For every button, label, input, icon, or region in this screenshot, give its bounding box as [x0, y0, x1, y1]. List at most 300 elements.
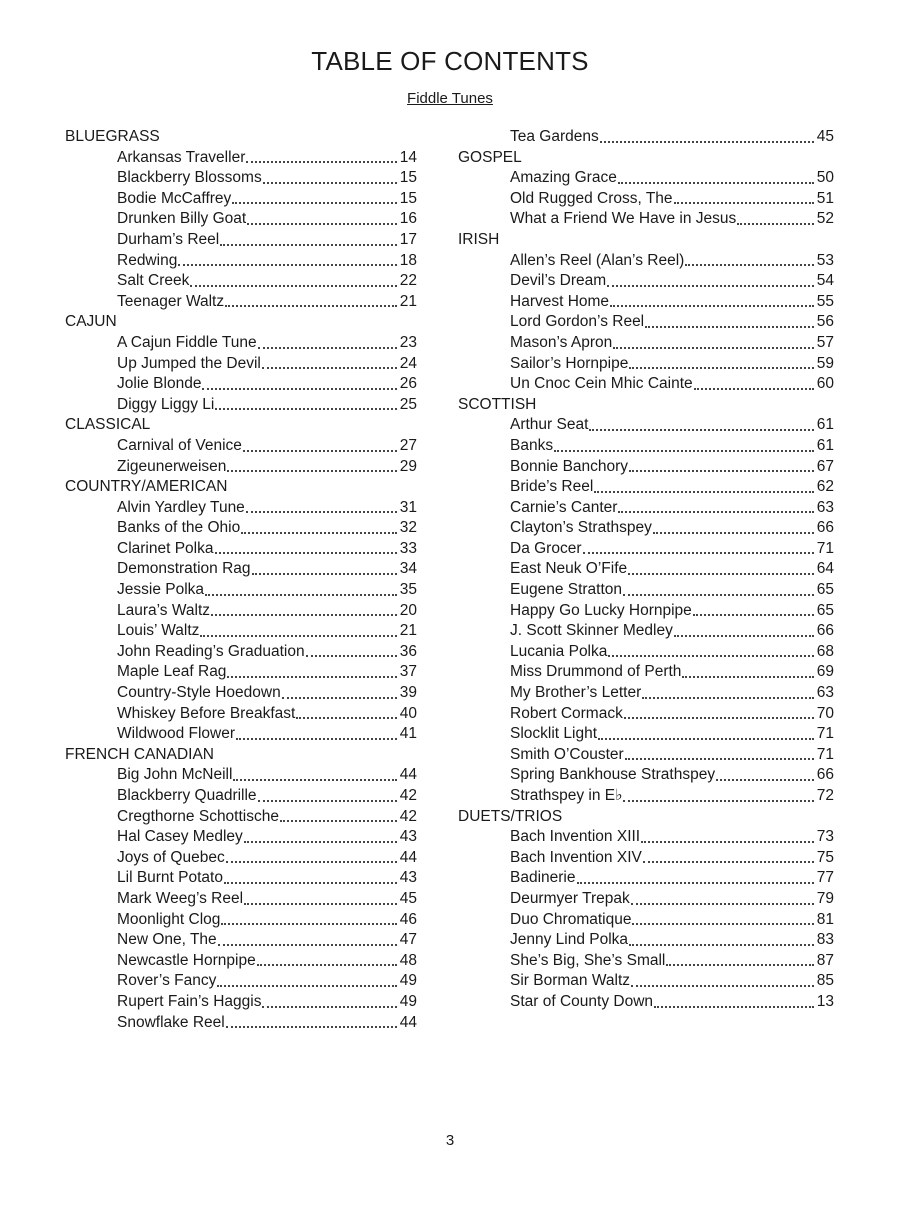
toc-entry-page: 53: [816, 251, 834, 269]
dot-leader: [220, 243, 397, 246]
toc-entry: [458, 765, 834, 786]
toc-entry: [458, 415, 834, 436]
toc-category-heading: DUETS/TRIOS: [458, 807, 563, 825]
toc-entry: [458, 642, 834, 663]
toc-entry: [458, 498, 834, 519]
toc-entry: [65, 354, 417, 375]
dot-leader: [641, 840, 814, 843]
dot-leader: [674, 201, 814, 204]
toc-entry: [65, 889, 417, 910]
dot-leader: [682, 675, 813, 678]
dot-leader: [306, 654, 397, 657]
toc-entry-title: Lucania Polka: [510, 642, 608, 660]
toc-entry-page: 87: [816, 951, 834, 969]
toc-entry-page: 44: [399, 848, 417, 866]
toc-entry-page: 57: [816, 333, 834, 351]
toc-entry: [458, 436, 834, 457]
toc-entry-page: 26: [399, 375, 417, 393]
toc-entry-page: 17: [399, 230, 417, 248]
toc-entry-page: 24: [399, 354, 417, 372]
toc-entry-title: Deurmyer Trepak: [510, 889, 630, 907]
toc-entry-page: 60: [816, 375, 834, 393]
toc-entry: [65, 292, 417, 313]
toc-entry-title: John Reading’s Graduation: [117, 642, 305, 660]
toc-entry: [458, 189, 834, 210]
toc-entry-page: 61: [816, 416, 834, 434]
toc-entry: [65, 848, 417, 869]
toc-entry: [458, 209, 834, 230]
toc-entry-page: 75: [816, 848, 834, 866]
toc-entry: [65, 807, 417, 828]
toc-entry-page: 45: [816, 128, 834, 145]
toc-entry-page: 63: [816, 684, 834, 702]
dot-leader: [642, 696, 814, 699]
dot-leader: [610, 304, 814, 307]
toc-entry: [65, 189, 417, 210]
dot-leader: [554, 449, 814, 452]
dot-leader: [618, 510, 813, 513]
toc-entry: [65, 765, 417, 786]
toc-entry-title: Badinerie: [510, 869, 576, 887]
toc-right-column: [458, 127, 834, 1013]
toc-entry-title: Laura’s Waltz: [117, 601, 211, 619]
toc-entry: [458, 374, 834, 395]
page-title: TABLE OF CONTENTS: [311, 46, 589, 76]
toc-entry: [458, 889, 834, 910]
toc-entry: [65, 601, 417, 622]
toc-entry: [65, 827, 417, 848]
toc-entry-page: 14: [399, 148, 417, 166]
toc-entry-page: 81: [816, 910, 834, 928]
dot-leader: [205, 593, 397, 596]
toc-category-heading: IRISH: [458, 230, 500, 248]
toc-entry-title: Jessie Polka: [117, 581, 205, 599]
toc-entry-title: Arthur Seat: [510, 416, 589, 434]
toc-entry: [458, 992, 834, 1013]
toc-entry: [458, 827, 834, 848]
dot-leader: [600, 140, 814, 143]
dot-leader: [716, 778, 814, 781]
dot-leader: [631, 902, 814, 905]
dot-leader: [653, 531, 814, 534]
toc-entry-title: Slocklit Light: [510, 725, 598, 743]
toc-entry-page: 49: [399, 992, 417, 1010]
toc-entry-title: Up Jumped the Devil: [117, 354, 261, 372]
toc-entry: [65, 786, 417, 807]
toc-entry: [458, 168, 834, 189]
toc-entry-page: 79: [816, 889, 834, 907]
toc-entry: [458, 292, 834, 313]
dot-leader: [263, 181, 397, 184]
dot-leader: [629, 943, 814, 946]
dot-leader: [200, 634, 396, 637]
toc-entry-page: 45: [399, 889, 417, 907]
dot-leader: [202, 387, 396, 390]
dot-leader: [247, 222, 397, 225]
toc-entry-page: 71: [816, 539, 834, 557]
toc-entry-page: 62: [816, 478, 834, 496]
toc-entry: [65, 539, 417, 560]
toc-entry-title: Bach Invention XIV: [510, 848, 642, 866]
toc-entry: [65, 1013, 417, 1034]
toc-entry-page: 72: [816, 787, 834, 804]
dot-leader: [623, 593, 814, 596]
toc-entry-title: Strathspey in E♭: [510, 787, 623, 804]
dot-leader: [607, 284, 814, 287]
toc-entry-page: 21: [399, 292, 417, 310]
toc-entry: [65, 436, 417, 457]
toc-entry: [65, 704, 417, 725]
toc-entry-page: 35: [399, 581, 417, 599]
dot-leader: [217, 984, 396, 987]
dot-leader: [282, 696, 397, 699]
toc-entry-page: 73: [816, 828, 834, 846]
toc-entry-title: Robert Cormack: [510, 704, 623, 722]
toc-entry-page: 71: [816, 725, 834, 743]
toc-entry-title: Joys of Quebec: [117, 848, 225, 866]
toc-entry: [458, 662, 834, 683]
toc-entry: [65, 457, 417, 478]
toc-entry: [458, 354, 834, 375]
toc-entry: [65, 230, 417, 251]
toc-category-heading: BLUEGRASS: [65, 128, 160, 145]
toc-entry-title: Star of County Down: [510, 992, 654, 1010]
toc-entry-page: 27: [399, 436, 417, 454]
dot-leader: [645, 325, 814, 328]
toc-entry-title: Amazing Grace: [510, 169, 617, 187]
toc-entry: [65, 868, 417, 889]
toc-entry-title: Whiskey Before Breakfast: [117, 704, 296, 722]
toc-entry-title: Da Grocer: [510, 539, 582, 557]
toc-entry: [65, 580, 417, 601]
toc-entry: [458, 724, 834, 745]
toc-entry: [458, 559, 834, 580]
dot-leader: [226, 860, 397, 863]
toc-entry-title: Mark Weeg’s Reel: [117, 889, 244, 907]
dot-leader: [589, 428, 813, 431]
toc-entry: [458, 910, 834, 931]
dot-leader: [252, 572, 397, 575]
dot-leader: [694, 387, 814, 390]
toc-entry-page: 46: [399, 910, 417, 928]
toc-entry-title: Moonlight Clog: [117, 910, 221, 928]
toc-entry-title: Rover’s Fancy: [117, 972, 217, 990]
toc-entry-title: Big John McNeill: [117, 766, 233, 784]
toc-entry-title: Drunken Billy Goat: [117, 210, 247, 228]
toc-entry-page: 63: [816, 498, 834, 516]
toc-entry-page: 85: [816, 972, 834, 990]
dot-leader: [629, 366, 813, 369]
toc-category-heading: CAJUN: [65, 313, 117, 331]
toc-entry: [458, 971, 834, 992]
toc-entry-page: 69: [816, 663, 834, 681]
toc-entry-title: Spring Bankhouse Strathspey: [510, 766, 716, 784]
toc-entry-title: Banks of the Ohio: [117, 519, 241, 537]
toc-entry-page: 48: [399, 951, 417, 969]
toc-entry-page: 77: [816, 869, 834, 887]
toc-entry: [65, 168, 417, 189]
toc-entry-page: 51: [816, 189, 834, 207]
toc-entry-title: New One, The: [117, 931, 217, 949]
toc-entry-page: 21: [399, 622, 417, 640]
dot-leader: [218, 943, 397, 946]
dot-leader: [246, 160, 396, 163]
toc-entry-title: Jenny Lind Polka: [510, 931, 629, 949]
toc-entry-title: East Neuk O’Fife: [510, 560, 628, 578]
toc-entry-page: 52: [816, 210, 834, 228]
toc-entry-title: Banks: [510, 436, 554, 454]
toc-entry: [65, 148, 417, 169]
toc-entry-title: Sir Borman Waltz: [510, 972, 631, 990]
toc-entry-title: Un Cnoc Cein Mhic Cainte: [510, 375, 693, 393]
toc-entry-page: 65: [816, 581, 834, 599]
toc-entry-title: Carnival of Venice: [117, 436, 242, 454]
toc-entry: [65, 662, 417, 683]
toc-entry-page: 66: [816, 766, 834, 784]
toc-category-heading: CLASSICAL: [65, 416, 151, 434]
dot-leader: [178, 263, 396, 266]
toc-entry: [65, 559, 417, 580]
dot-leader: [244, 902, 397, 905]
toc-entry: [458, 271, 834, 292]
toc-entry-title: Bodie McCaffrey: [117, 189, 232, 207]
toc-entry-title: Mason’s Apron: [510, 333, 613, 351]
toc-entry: [65, 724, 417, 745]
toc-category-heading: SCOTTISH: [458, 395, 537, 413]
toc-entry-title: Teenager Waltz: [117, 292, 225, 310]
toc-entry-page: 44: [399, 766, 417, 784]
dot-leader: [577, 881, 814, 884]
dot-leader: [594, 490, 813, 493]
toc-entry: [65, 374, 417, 395]
toc-entry-title: Louis’ Waltz: [117, 622, 200, 640]
dot-leader: [211, 613, 397, 616]
toc-entry: [458, 477, 834, 498]
toc-entry-title: Harvest Home: [510, 292, 610, 310]
toc-entry-title: Maple Leaf Rag: [117, 663, 227, 681]
page-number: 3: [445, 1132, 455, 1149]
toc-entry-title: Redwing: [117, 251, 178, 269]
dot-leader: [258, 346, 397, 349]
toc-entry: [458, 539, 834, 560]
dot-leader: [215, 551, 397, 554]
toc-entry-title: My Brother’s Letter: [510, 684, 642, 702]
toc-entry: [458, 704, 834, 725]
toc-entry: [458, 951, 834, 972]
toc-entry-title: Durham’s Reel: [117, 230, 220, 248]
toc-entry-page: 15: [399, 189, 417, 207]
dot-leader: [737, 222, 813, 225]
dot-leader: [674, 634, 814, 637]
dot-leader: [598, 737, 814, 740]
toc-entry: [458, 930, 834, 951]
toc-entry: [458, 786, 834, 807]
toc-entry-page: 56: [816, 313, 834, 331]
toc-entry: [65, 333, 417, 354]
toc-entry-title: Cregthorne Schottische: [117, 807, 279, 825]
toc-entry-page: 66: [816, 519, 834, 537]
toc-entry-title: Allen’s Reel (Alan’s Reel): [510, 251, 685, 269]
toc-category-heading: GOSPEL: [458, 148, 522, 166]
toc-entry: [458, 683, 834, 704]
dot-leader: [227, 675, 396, 678]
dot-leader: [618, 181, 814, 184]
toc-entry-page: 16: [399, 210, 417, 228]
toc-entry-title: Arkansas Traveller: [117, 148, 246, 166]
dot-leader: [232, 201, 396, 204]
toc-entry-page: 29: [399, 457, 417, 475]
toc-entry-page: 34: [399, 560, 417, 578]
toc-entry-title: Bonnie Banchory: [510, 457, 629, 475]
toc-entry-title: Eugene Stratton: [510, 581, 623, 599]
toc-entry: [65, 209, 417, 230]
toc-entry: [65, 910, 417, 931]
toc-entry-title: Jolie Blonde: [117, 375, 202, 393]
toc-entry-title: Blackberry Quadrille: [117, 787, 257, 804]
dot-leader: [215, 407, 396, 410]
toc-entry-page: 15: [399, 169, 417, 187]
toc-entry: [458, 601, 834, 622]
dot-leader: [190, 284, 396, 287]
toc-entry-page: 71: [816, 745, 834, 763]
dot-leader: [227, 469, 396, 472]
toc-entry-page: 25: [399, 395, 417, 413]
toc-entry-page: 83: [816, 931, 834, 949]
toc-entry-title: Rupert Fain’s Haggis: [117, 992, 262, 1010]
dot-leader: [262, 366, 397, 369]
toc-entry: [65, 930, 417, 951]
dot-leader: [693, 613, 814, 616]
toc-entry-page: 66: [816, 622, 834, 640]
toc-entry-title: Smith O’Couster: [510, 745, 624, 763]
toc-entry: [458, 312, 834, 333]
dot-leader: [225, 304, 397, 307]
toc-entry-title: Diggy Liggy Li: [117, 395, 215, 413]
toc-entry: [65, 395, 417, 416]
toc-entry-page: 50: [816, 169, 834, 187]
dot-leader: [280, 819, 397, 822]
toc-entry-page: 67: [816, 457, 834, 475]
toc-entry-title: Lil Burnt Potato: [117, 869, 223, 887]
page-subtitle: [0, 90, 900, 107]
dot-leader: [244, 840, 397, 843]
toc-entry-title: Happy Go Lucky Hornpipe: [510, 601, 692, 619]
toc-entry: [65, 683, 417, 704]
dot-leader: [262, 1005, 396, 1008]
toc-entry-page: 42: [399, 807, 417, 825]
dot-leader: [623, 799, 813, 802]
toc-entry: [458, 745, 834, 766]
dot-leader: [226, 1025, 397, 1028]
toc-entry-page: 64: [816, 560, 834, 578]
toc-entry-title: Duo Chromatique: [510, 910, 632, 928]
toc-entry: [65, 271, 417, 292]
toc-entry-title: Salt Creek: [117, 272, 190, 290]
dot-leader: [296, 716, 396, 719]
toc-entry-page: 42: [399, 787, 417, 804]
dot-leader: [224, 881, 397, 884]
toc-entry-page: 55: [816, 292, 834, 310]
toc-entry-page: 23: [399, 333, 417, 351]
dot-leader: [685, 263, 813, 266]
toc-entry-page: 20: [399, 601, 417, 619]
dot-leader: [236, 737, 397, 740]
dot-leader: [258, 799, 397, 802]
toc-entry-title: Newcastle Hornpipe: [117, 951, 256, 969]
toc-entry: [458, 127, 834, 148]
toc-entry-title: Bach Invention XIII: [510, 828, 641, 846]
toc-entry-page: 43: [399, 828, 417, 846]
toc-entry-page: 31: [399, 498, 417, 516]
toc-entry-title: J. Scott Skinner Medley: [510, 622, 673, 640]
toc-entry-page: 37: [399, 663, 417, 681]
dot-leader: [257, 963, 397, 966]
toc-entry-page: 65: [816, 601, 834, 619]
dot-leader: [583, 551, 814, 554]
dot-leader: [613, 346, 814, 349]
toc-entry-page: 13: [816, 992, 834, 1010]
toc-entry: [458, 580, 834, 601]
toc-entry-page: 68: [816, 642, 834, 660]
toc-entry: [458, 457, 834, 478]
toc-entry-title: Country-Style Hoedown: [117, 684, 281, 702]
toc-entry-title: Blackberry Blossoms: [117, 169, 262, 187]
toc-entry: [458, 848, 834, 869]
toc-entry-page: 33: [399, 539, 417, 557]
toc-entry-page: 47: [399, 931, 417, 949]
toc-entry-title: Devil’s Dream: [510, 272, 607, 290]
toc-entry-title: Demonstration Rag: [117, 560, 251, 578]
toc-category-heading: FRENCH CANADIAN: [65, 745, 214, 763]
toc-entry: [458, 621, 834, 642]
toc-entry-title: Old Rugged Cross, The: [510, 189, 673, 207]
toc-entry-page: 41: [399, 725, 417, 743]
toc-entry-title: Sailor’s Hornpipe: [510, 354, 629, 372]
toc-entry-title: What a Friend We Have in Jesus: [510, 210, 737, 228]
toc-entry-title: Carnie’s Canter: [510, 498, 618, 516]
toc-entry-title: Clayton’s Strathspey: [510, 519, 652, 537]
toc-entry-page: 36: [399, 642, 417, 660]
toc-entry-page: 22: [399, 272, 417, 290]
dot-leader: [629, 469, 814, 472]
toc-entry-page: 39: [399, 684, 417, 702]
toc-entry-page: 54: [816, 272, 834, 290]
toc-entry-page: 32: [399, 519, 417, 537]
toc-entry: [65, 498, 417, 519]
dot-leader: [233, 778, 396, 781]
toc-entry-title: Hal Casey Medley: [117, 828, 243, 846]
dot-leader: [666, 963, 813, 966]
toc-entry: [65, 971, 417, 992]
toc-entry-title: A Cajun Fiddle Tune: [117, 333, 257, 351]
dot-leader: [241, 531, 397, 534]
dot-leader: [632, 922, 813, 925]
toc-entry: [458, 518, 834, 539]
toc-entry: [65, 621, 417, 642]
toc-entry-page: 61: [816, 436, 834, 454]
toc-entry: [458, 251, 834, 272]
toc-entry-page: 49: [399, 972, 417, 990]
toc-entry: [65, 992, 417, 1013]
toc-entry: [65, 518, 417, 539]
dot-leader: [628, 572, 814, 575]
toc-entry: [458, 868, 834, 889]
toc-entry: [458, 333, 834, 354]
toc-entry-page: 44: [399, 1013, 417, 1031]
toc-entry: [65, 951, 417, 972]
toc-category-heading: COUNTRY/AMERICAN: [65, 478, 228, 496]
toc-entry-title: Clarinet Polka: [117, 539, 214, 557]
